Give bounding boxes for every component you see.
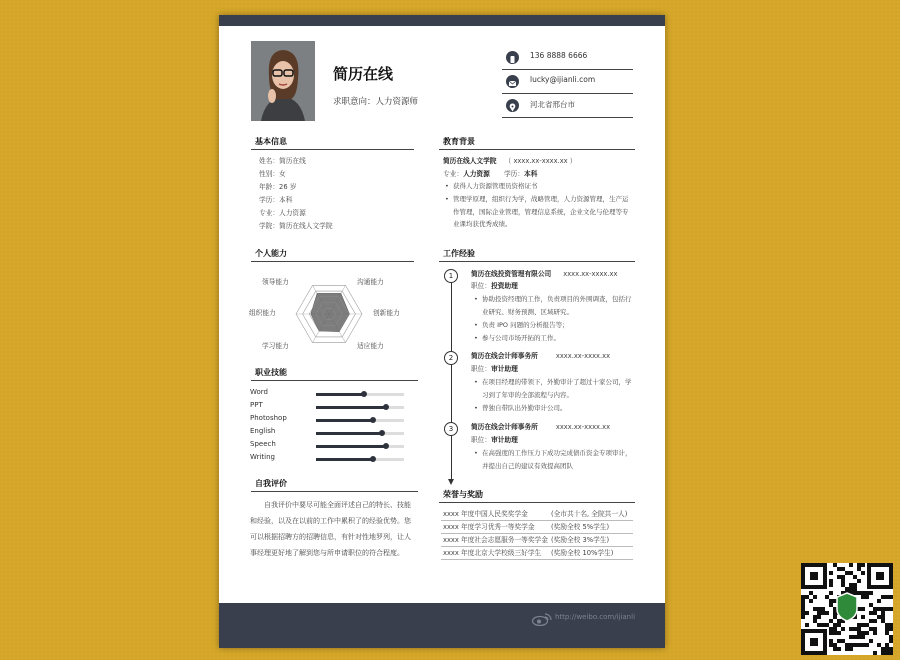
qr-cell: [829, 619, 833, 623]
education-major: 人力资源: [463, 170, 490, 178]
qr-cell: [885, 623, 889, 627]
qr-cell: [861, 563, 865, 567]
qr-cell: [833, 643, 837, 647]
qr-cell: [837, 639, 841, 643]
basic-college: 学院：简历在线人文学院: [259, 222, 333, 230]
qr-cell: [829, 583, 833, 587]
skill-bar-knob: [379, 430, 385, 436]
location-icon: [506, 99, 519, 112]
skill-bar-fill: [316, 393, 364, 396]
job-2-header: 简历在线会计师事务所 xxxx.xx-xxxx.xx: [471, 352, 611, 360]
weibo-url[interactable]: http://weibo.com/ijianli: [555, 613, 636, 621]
qr-cell: [869, 619, 873, 623]
qr-cell: [857, 563, 861, 567]
qr-cell: [833, 623, 837, 627]
skill-label: Photoshop: [250, 414, 287, 422]
qr-cell: [885, 607, 889, 611]
basic-major: 专业：人力资源: [259, 209, 306, 217]
qr-cell: [865, 643, 869, 647]
skill-label: Writing: [250, 453, 275, 461]
qr-cell: [881, 651, 885, 655]
qr-cell: [833, 615, 837, 619]
skill-bar: [316, 458, 404, 461]
award-divider: [441, 520, 633, 521]
qr-cell: [873, 631, 877, 635]
qr-cell: [873, 611, 877, 615]
resume-page: [219, 15, 665, 648]
qr-cell: [885, 595, 889, 599]
award-note: (奖励全校 5%学生): [551, 523, 610, 531]
profile-photo: [251, 41, 315, 121]
qr-cell: [889, 635, 893, 639]
section-self-evaluation: 自我评价: [251, 478, 418, 492]
qr-cell: [853, 643, 857, 647]
education-bullet: • 管理学原理，组织行为学，战略管理，人力资源管理，生产运作管理，国际企业管理，管理信息系统，企业文化与伦理等专业课均获优秀成绩。: [445, 195, 629, 228]
radar-label-communication: 沟通能力: [357, 278, 384, 286]
qr-cell: [821, 611, 825, 615]
resume-name: 简历在线: [333, 65, 394, 83]
qr-cell: [829, 591, 833, 595]
qr-cell: [853, 591, 857, 595]
qr-cell: [861, 595, 865, 599]
qr-cell: [861, 615, 865, 619]
qr-cell: [849, 571, 853, 575]
education-major-line: 专业：人力资源 学历：本科: [443, 170, 538, 178]
job-3-header: 简历在线会计师事务所 xxxx.xx-xxxx.xx: [471, 423, 611, 431]
job-number-2: 2: [444, 351, 458, 365]
qr-cell: [853, 587, 857, 591]
job-1-bullet: • 负责 IPO 问题的分析报告等；: [474, 321, 569, 329]
weibo-icon: [531, 612, 553, 626]
qr-cell: [801, 611, 805, 615]
qr-cell: [873, 607, 877, 611]
award-name: xxxx 年度学习优秀一等奖学金: [443, 523, 535, 531]
basic-age: 年龄：26 岁: [259, 183, 297, 191]
skill-bar-knob: [361, 391, 367, 397]
job-2-bullet: • 曾独自带队出外勤审计公司。: [474, 404, 567, 412]
qr-cell: [805, 611, 809, 615]
qr-cell: [861, 643, 865, 647]
qr-cell: [813, 619, 817, 623]
qr-cell: [849, 583, 853, 587]
qr-cell: [861, 591, 865, 595]
contact-phone: 136 8888 6666: [502, 46, 633, 70]
qr-cell: [853, 583, 857, 587]
qr-cell: [841, 583, 845, 587]
qr-cell: [837, 631, 841, 635]
award-name: xxxx 年度北京大学校级三好学生: [443, 549, 542, 557]
qr-cell: [869, 603, 873, 607]
radar-label-learning: 学习能力: [262, 342, 289, 350]
contact-email: lucky@ijianli.com: [502, 70, 633, 94]
qr-cell: [845, 587, 849, 591]
qr-cell: [849, 563, 853, 567]
qr-cell: [877, 643, 881, 647]
skill-bar: [316, 432, 404, 435]
qr-cell: [829, 639, 833, 643]
award-note: (奖励全校 3%学生): [551, 536, 610, 544]
qr-cell: [853, 575, 857, 579]
job-2-role: 职位：审计助理: [471, 365, 518, 373]
education-school: 简历在线人文学院: [443, 157, 497, 165]
qr-cell: [873, 627, 877, 631]
skill-bar: [316, 445, 404, 448]
qr-cell: [829, 643, 833, 647]
qr-cell: [861, 635, 865, 639]
qr-cell: [801, 603, 805, 607]
qr-cell: [829, 627, 833, 631]
qr-cell: [873, 651, 877, 655]
job-1-header: 简历在线投资管理有限公司 xxxx.xx-xxxx.xx: [471, 270, 618, 278]
qr-cell: [857, 579, 861, 583]
self-evaluation-text: 自我评价中要尽可能全面评述自己的特长、技能和经验，以及在以前的工作中累积了的经验优势。您可以根据招聘方的招聘信息，有针对性地罗列，让人事经理更好地了解到您与所申请职位的符合程度。: [250, 501, 411, 557]
skill-bar-fill: [316, 458, 373, 461]
qr-cell: [857, 643, 861, 647]
skill-bar: [316, 419, 404, 422]
shield-icon: [837, 593, 857, 621]
footer-bar: [219, 603, 665, 648]
qr-cell: [805, 623, 809, 627]
skill-bar-fill: [316, 419, 373, 422]
radar-label-adaptation: 适应能力: [357, 342, 384, 350]
qr-cell: [881, 647, 885, 651]
award-name: xxxx 年度社会志愿服务一等奖学金: [443, 536, 548, 544]
qr-cell: [817, 607, 821, 611]
qr-cell: [881, 595, 885, 599]
award-divider: [441, 546, 633, 547]
skill-bar-knob: [383, 443, 389, 449]
qr-cell: [873, 619, 877, 623]
qr-cell: [833, 631, 837, 635]
qr-cell: [881, 619, 885, 623]
qr-cell: [885, 647, 889, 651]
qr-cell: [801, 607, 805, 611]
qr-cell: [801, 595, 805, 599]
skill-bar-knob: [370, 417, 376, 423]
top-bar: [219, 15, 665, 26]
qr-cell: [813, 595, 817, 599]
qr-cell: [889, 623, 893, 627]
skill-label: English: [250, 427, 276, 435]
skill-bar-knob: [370, 456, 376, 462]
qr-cell: [805, 595, 809, 599]
qr-cell: [837, 619, 841, 623]
qr-cell: [829, 579, 833, 583]
qr-cell: [885, 631, 889, 635]
qr-cell: [889, 607, 893, 611]
qr-cell: [809, 591, 813, 595]
timeline-line: [451, 283, 452, 483]
award-name: xxxx 年度中国人民奖奖学金: [443, 510, 528, 518]
section-work: 工作经验: [439, 248, 635, 262]
award-note: (全市共十名, 全院共一人): [551, 510, 628, 518]
qr-cell: [853, 635, 857, 639]
qr-cell: [841, 567, 845, 571]
job-1-role: 职位：投资助理: [471, 282, 518, 290]
qr-cell: [869, 639, 873, 643]
qr-cell: [845, 647, 849, 651]
qr-cell: [857, 623, 861, 627]
basic-name: 姓名：简历在线: [259, 157, 306, 165]
qr-cell: [833, 611, 837, 615]
qr-cell: [877, 615, 881, 619]
qr-cell: [813, 607, 817, 611]
job-1-bullet: • 参与公司市场开拓的工作。: [474, 334, 560, 342]
qr-cell: [857, 631, 861, 635]
qr-cell: [849, 643, 853, 647]
education-period: （ xxxx.xx-xxxx.xx ）: [504, 157, 577, 165]
education-school-line: [443, 156, 576, 166]
job-3-bullet: • 在高强度的工作压力下成功完成债币资金专项审计，并提出自己的建议有效提高团队: [474, 449, 632, 470]
qr-cell: [825, 595, 829, 599]
qr-cell: [813, 615, 817, 619]
phone-icon: [506, 51, 519, 64]
skill-label: Speech: [250, 440, 276, 448]
award-divider: [441, 533, 633, 534]
qr-cell: [817, 611, 821, 615]
qr-cell: [833, 627, 837, 631]
qr-cell: [825, 611, 829, 615]
qr-cell: [841, 579, 845, 583]
job-number-1: 1: [444, 269, 458, 283]
qr-cell: [889, 651, 893, 655]
qr-cell: [837, 567, 841, 571]
qr-cell: [825, 623, 829, 627]
section-education: 教育背景: [439, 136, 635, 150]
qr-cell: [877, 607, 881, 611]
qr-cell: [849, 647, 853, 651]
skill-bar-fill: [316, 445, 386, 448]
radar-label-organization: 组织能力: [249, 309, 276, 317]
qr-cell: [865, 595, 869, 599]
skill-bar-knob: [383, 404, 389, 410]
radar-label-leadership: 领导能力: [262, 278, 289, 286]
qr-cell: [869, 627, 873, 631]
qr-cell: [881, 611, 885, 615]
timeline-arrow-icon: [448, 479, 454, 485]
qr-cell: [833, 563, 837, 567]
qr-cell: [861, 631, 865, 635]
qr-cell: [853, 627, 857, 631]
education-bullet: • 获得人力资源管理员资格证书: [445, 182, 538, 190]
qr-cell: [889, 647, 893, 651]
job-3-role: 职位：审计助理: [471, 436, 518, 444]
qr-cell: [881, 615, 885, 619]
job-number-3: 3: [444, 422, 458, 436]
qr-cell: [885, 627, 889, 631]
radar-label-innovation: 创新能力: [373, 309, 400, 317]
skill-bar-fill: [316, 406, 386, 409]
qr-cell: [865, 591, 869, 595]
qr-cell: [841, 639, 845, 643]
award-note: (奖励全校 10%学生): [551, 549, 614, 557]
qr-cell: [833, 647, 837, 651]
qr-cell: [861, 623, 865, 627]
qr-cell: [889, 595, 893, 599]
section-ability: 个人能力: [251, 248, 414, 262]
section-skills: 职业技能: [251, 367, 418, 381]
qr-cell: [877, 599, 881, 603]
job-2-bullet: • 在项目经理的带领下，外勤审计了超过十家公司，学习到了年审的全部流程与内容。: [474, 378, 632, 399]
skill-bar: [316, 393, 404, 396]
qr-cell: [829, 599, 833, 603]
qr-cell: [849, 587, 853, 591]
qr-cell: [857, 635, 861, 639]
qr-cell: [849, 635, 853, 639]
qr-cell: [889, 639, 893, 643]
qr-cell: [845, 571, 849, 575]
qr-cell: [821, 607, 825, 611]
qr-cell: [817, 615, 821, 619]
qr-cell: [849, 627, 853, 631]
qr-cell: [801, 599, 805, 603]
basic-gender: 性别：女: [259, 170, 286, 178]
education-degree: 本科: [524, 170, 538, 178]
qr-cell: [889, 627, 893, 631]
contact-location: 河北省邢台市: [502, 94, 633, 118]
qr-cell: [885, 651, 889, 655]
qr-cell: [857, 627, 861, 631]
qr-cell: [841, 575, 845, 579]
mail-icon: [506, 75, 519, 88]
skill-bar: [316, 406, 404, 409]
award-divider: [441, 559, 633, 560]
qr-cell: [861, 571, 865, 575]
basic-degree: 学历：本科: [259, 196, 293, 204]
skill-bar-fill: [316, 432, 382, 435]
qr-cell: [829, 571, 833, 575]
qr-cell: [865, 623, 869, 627]
skill-label: Word: [250, 388, 268, 396]
qr-cell: [829, 603, 833, 607]
qr-cell: [841, 627, 845, 631]
qr-cell: [837, 647, 841, 651]
job-intent: 求职意向：人力资源师: [333, 97, 419, 107]
qr-cell: [809, 599, 813, 603]
qr-cell: [857, 567, 861, 571]
qr-cell: [865, 631, 869, 635]
skill-label: PPT: [250, 401, 263, 409]
qr-cell: [801, 615, 805, 619]
job-1-bullet: • 协助投资经理的工作，负责项目的外围调查，包括行业研究、财务预测、区域研究。: [474, 295, 632, 316]
qr-cell: [861, 607, 865, 611]
section-basic-info: 基本信息: [251, 136, 414, 150]
qr-cell: [869, 611, 873, 615]
qr-code: [801, 563, 893, 655]
qr-cell: [837, 575, 841, 579]
qr-cell: [837, 623, 841, 627]
qr-cell: [885, 643, 889, 647]
qr-cell: [881, 607, 885, 611]
qr-cell: [845, 643, 849, 647]
section-awards: 荣誉与奖励: [439, 489, 635, 503]
qr-cell: [829, 631, 833, 635]
qr-cell: [821, 623, 825, 627]
qr-cell: [817, 623, 821, 627]
qr-cell: [857, 591, 861, 595]
qr-cell: [869, 591, 873, 595]
